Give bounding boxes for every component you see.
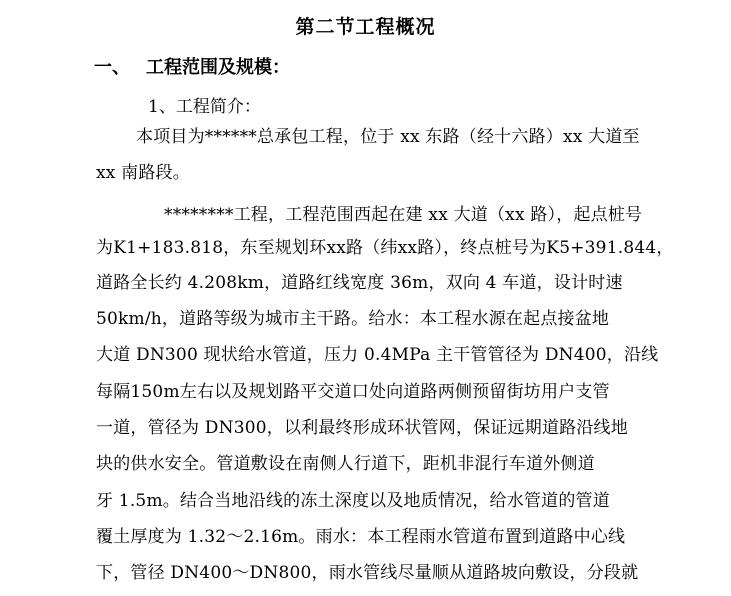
paragraph-line: 一道，管径为 DN300，以利最终形成环状管网，保证远期道路沿线地	[96, 418, 628, 438]
section-number: 一、	[94, 57, 130, 78]
paragraph-line: 50km/h，道路等级为城市主干路。给水：本工程水源在起点接盆地	[96, 309, 610, 329]
page-title: 第二节工程概况	[295, 16, 436, 38]
paragraph-line: xx 南路段。	[96, 163, 190, 183]
paragraph-line: 块的供水安全。管道敷设在南侧人行道下，距机非混行车道外侧道	[96, 454, 595, 474]
section-title: 工程范围及规模：	[146, 57, 290, 78]
paragraph-line: 本项目为******总承包工程，位于 xx 东路（经十六路）xx 大道至	[136, 127, 640, 147]
paragraph-line: 牙 1.5m。结合当地沿线的冻土深度以及地质情况，给水管道的管道	[96, 491, 610, 511]
paragraph-line: 大道 DN300 现状给水管道，压力 0.4MPa 主干管管径为 DN400，沿线	[96, 345, 659, 365]
subsection-heading: 1、工程简介：	[148, 97, 261, 117]
paragraph-line: 每隔150m左右以及规划路平交道口处向道路两侧预留街坊用户支管	[96, 382, 610, 402]
paragraph-line: 为K1+183.818，东至规划环xx路（纬xx路），终点桩号为K5+391.844，	[96, 238, 674, 258]
paragraph-line: ********工程，工程范围西起在建 xx 大道（xx 路），起点桩号	[164, 205, 643, 225]
paragraph-line: 下，管径 DN400～DN800，雨水管线尽量顺从道路坡向敷设，分段就	[96, 563, 639, 583]
section-heading	[94, 53, 290, 79]
paragraph-line: 道路全长约 4.208km，道路红线宽度 36m，双向 4 车道，设计时速	[96, 273, 623, 293]
paragraph-line: 覆土厚度为 1.32～2.16m。雨水：本工程雨水管道布置到道路中心线	[96, 527, 626, 547]
